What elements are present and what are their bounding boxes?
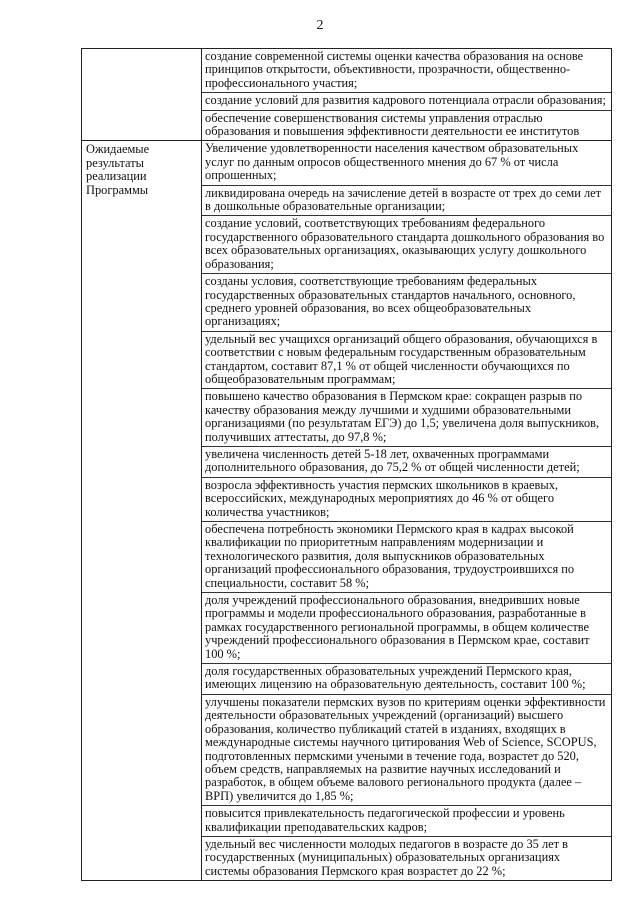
continuation-content-cell [202,49,612,141]
expected-results-label: Ожидаемые результаты реализации Программы [86,142,150,197]
result-item: повысится привлекательность педагогической профессии и уровень квалификации преподавательских кадров; [202,806,611,837]
result-item: доля государственных образовательных учреждений Пермского края, имеющих лицензию на образовательную деятельность, составит 100 %; [202,664,611,695]
continuation-item: создание условий для развития кадрового потенциала отрасли образования; [202,93,611,110]
result-item: удельный вес численности молодых педагогов в возрасте до 35 лет в государственных (муниципальных) образовательных организациях системы образования Пермского края возрастет до 22 %; [205,836,568,878]
program-passport-table [81,48,612,881]
continuation-label-cell [82,49,202,141]
result-item: Увеличение удовлетворенности населения качеством образовательных услуг по данным опросов общественного мнения до 67 % от числа опрошенных; [202,141,611,185]
result-item: возросла эффективность участия пермских школьников в краевых, всероссийских, международных мероприятиях до 46 % от общего количества участников; [202,478,611,522]
page-number: 2 [316,18,324,33]
result-item: обеспечена потребность экономики Пермского края в кадрах высокой квалификации по приоритетным направлениям модернизации и технологического развития, доля выпускников образовательных организаций профессионального образования, трудоустроившихся по специальности, составит 58 %; [202,522,611,593]
expected-results-content-cell [202,141,612,881]
expected-results-label-cell [82,141,202,881]
result-item: ликвидирована очередь на зачисление детей в возрасте от трех до семи лет в дошкольные образовательные организации; [202,186,611,217]
continuation-item: обеспечение совершенствования системы управления отраслью образования и повышения эффективности деятельности ее институтов [205,110,580,139]
result-item: создание условий, соответствующих требованиям федерального государственного образовательного стандарта дошкольного образования во всех образовательных организациях, оказывающих услугу дошкольного образования; [202,216,611,274]
result-item: доля учреждений профессионального образования, внедривших новые программы и модели профессионального образования, разработанные в рамках государственного региональной программы, в общем количестве учреждений профессионального образования в Пермском крае, составит 100 %; [202,593,611,664]
result-item: повышено качество образования в Пермском крае: сокращен разрыв по качеству образования между лучшими и худшими образовательными организациями (по результатам ЕГЭ) до 1,5; увеличена доля выпускников, получивших аттестаты, до 97,8 %; [202,389,611,447]
continuation-item: создание современной системы оценки качества образования на основе принципов открытости, объективности, прозрачности, общественно-профессионального участия; [202,49,611,93]
result-item: созданы условия, соответствующие требованиям федеральных государственных образовательных стандартов начального, основного, среднего уровней образования, во всех общеобразовательных организациях; [202,274,611,332]
result-item: улучшены показатели пермских вузов по критериям оценки эффективности деятельности образовательных учреждений (организаций) высшего образования, количество публикаций статей в изданиях, входящих в международные системы научного цитирования Web of Science, SCOPUS, подготовленных пермскими учеными в течение года, возрастет до 520, объем средств, направляемых на развитие научных исследований и разработок, в общем объеме валового регионального продукта (далее – ВРП) увеличится до 1,85 %; [202,695,611,806]
result-item: увеличена численность детей 5-18 лет, охваченных программами дополнительного образования, до 75,2 % от общей численности детей; [202,447,611,478]
continuation-row [82,49,612,141]
result-item: удельный вес учащихся организаций общего образования, обучающихся в соответствии с новым федеральным государственным образовательным стандартом, составит 87,1 % от общей численности обучающихся по общеобразовательным программам; [202,332,611,390]
expected-results-row [82,141,612,881]
